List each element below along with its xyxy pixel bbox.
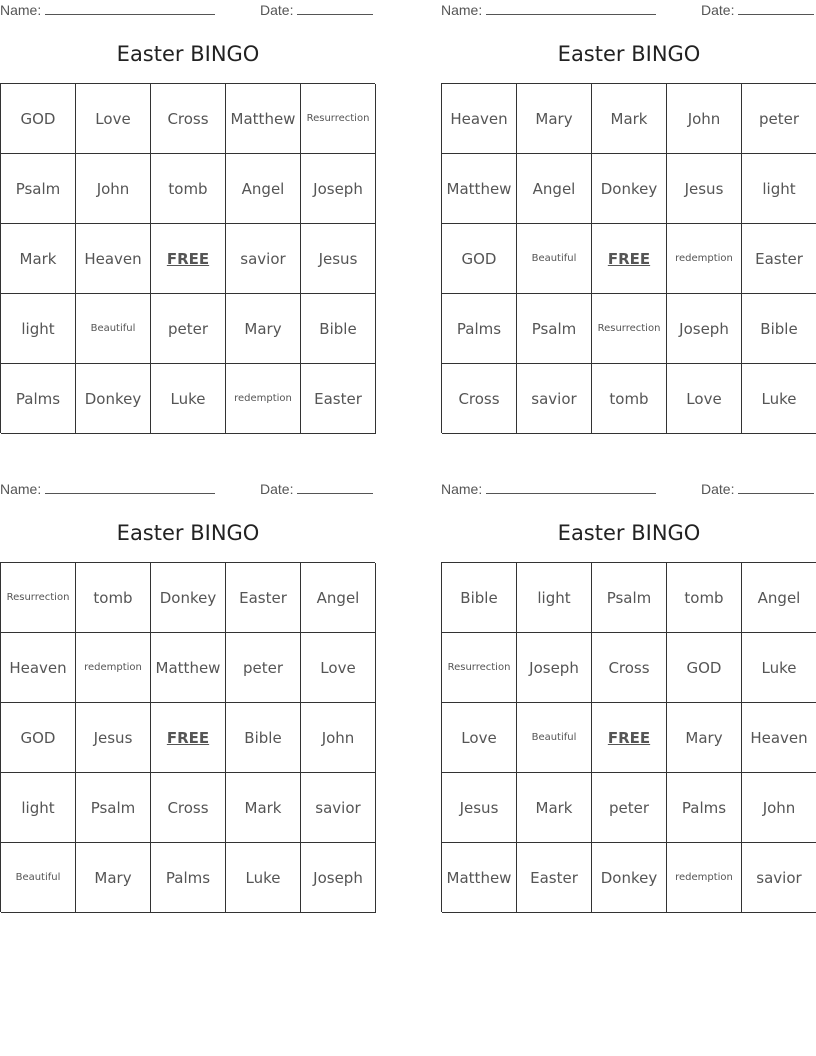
bingo-cell: Jesus [76, 703, 151, 773]
bingo-cell: Cross [592, 633, 667, 703]
bingo-card-1 [0, 0, 376, 440]
bingo-cell: Angel [301, 563, 376, 633]
bingo-cell: tomb [76, 563, 151, 633]
date-field [260, 481, 373, 497]
bingo-cell: Angel [226, 154, 301, 224]
bingo-cell: Mary [76, 843, 151, 913]
card-header [441, 479, 816, 499]
bingo-cell: John [301, 703, 376, 773]
bingo-cell: GOD [442, 224, 517, 294]
bingo-cell: John [742, 773, 816, 843]
name-line [486, 2, 656, 15]
bingo-free-cell: FREE [592, 224, 667, 294]
bingo-free-cell: FREE [151, 703, 226, 773]
bingo-cell: Psalm [592, 563, 667, 633]
name-field [441, 481, 656, 497]
bingo-cell: redemption [226, 364, 301, 434]
bingo-cell: John [76, 154, 151, 224]
bingo-cell: Cross [151, 84, 226, 154]
bingo-cell: Joseph [517, 633, 592, 703]
bingo-free-cell: FREE [592, 703, 667, 773]
bingo-free-cell: FREE [151, 224, 226, 294]
bingo-cell: Jesus [667, 154, 742, 224]
bingo-cell: tomb [151, 154, 226, 224]
bingo-cell: Donkey [151, 563, 226, 633]
date-label: Date: [260, 2, 294, 18]
bingo-cell: Mary [226, 294, 301, 364]
bingo-cell: Matthew [442, 154, 517, 224]
bingo-cell: Angel [517, 154, 592, 224]
name-line [486, 481, 656, 494]
bingo-cell: light [517, 563, 592, 633]
bingo-cell: Psalm [1, 154, 76, 224]
bingo-cell: Beautiful [517, 224, 592, 294]
bingo-cell: Love [76, 84, 151, 154]
bingo-cell: Palms [667, 773, 742, 843]
bingo-cell: Matthew [151, 633, 226, 703]
bingo-cell: Donkey [76, 364, 151, 434]
bingo-cell: Heaven [742, 703, 816, 773]
card-title: Easter BINGO [116, 521, 260, 545]
bingo-cell: Matthew [442, 843, 517, 913]
bingo-cell: Resurrection [1, 563, 76, 633]
bingo-cell: peter [742, 84, 816, 154]
name-field [441, 2, 656, 18]
bingo-cell: Palms [151, 843, 226, 913]
bingo-cell: Heaven [76, 224, 151, 294]
bingo-cell: Donkey [592, 843, 667, 913]
bingo-cell: Psalm [76, 773, 151, 843]
bingo-cell: Palms [442, 294, 517, 364]
bingo-cell: Luke [742, 633, 816, 703]
bingo-cell: Bible [442, 563, 517, 633]
bingo-cell: Luke [226, 843, 301, 913]
bingo-cell: Mary [517, 84, 592, 154]
date-label: Date: [260, 481, 294, 497]
bingo-card-3 [0, 479, 376, 919]
bingo-cell: Luke [151, 364, 226, 434]
bingo-cell: Bible [301, 294, 376, 364]
bingo-cell: Beautiful [76, 294, 151, 364]
name-label: Name: [0, 2, 42, 18]
bingo-cell: light [1, 773, 76, 843]
bingo-grid [0, 562, 375, 912]
bingo-cell: Donkey [592, 154, 667, 224]
card-title: Easter BINGO [116, 42, 260, 66]
bingo-grid [0, 83, 375, 433]
bingo-cell: Bible [226, 703, 301, 773]
bingo-cell: Angel [742, 563, 816, 633]
name-field [0, 481, 215, 497]
bingo-cell: Love [301, 633, 376, 703]
bingo-cell: Joseph [301, 843, 376, 913]
bingo-cell: Cross [442, 364, 517, 434]
date-field [260, 2, 373, 18]
bingo-cell: Beautiful [1, 843, 76, 913]
date-field [701, 481, 814, 497]
card-header [441, 0, 816, 20]
date-line [297, 2, 373, 15]
bingo-cell: savior [742, 843, 816, 913]
bingo-cell: Bible [742, 294, 816, 364]
bingo-cell: GOD [667, 633, 742, 703]
bingo-grid [441, 562, 816, 912]
date-line [738, 2, 814, 15]
bingo-cell: Mary [667, 703, 742, 773]
name-label: Name: [441, 2, 483, 18]
bingo-cell: Easter [301, 364, 376, 434]
name-field [0, 2, 215, 18]
bingo-cell: savior [301, 773, 376, 843]
card-header [0, 479, 376, 499]
card-header [0, 0, 376, 20]
bingo-cell: Resurrection [442, 633, 517, 703]
bingo-cell: Jesus [301, 224, 376, 294]
bingo-grid [441, 83, 816, 433]
bingo-cell: Joseph [301, 154, 376, 224]
bingo-cell: Mark [226, 773, 301, 843]
bingo-cell: light [742, 154, 816, 224]
bingo-cell: GOD [1, 703, 76, 773]
card-title: Easter BINGO [557, 42, 701, 66]
bingo-cell: Psalm [517, 294, 592, 364]
bingo-cell: peter [151, 294, 226, 364]
bingo-cell: Easter [742, 224, 816, 294]
bingo-cell: tomb [667, 563, 742, 633]
bingo-cell: Heaven [442, 84, 517, 154]
bingo-cell: redemption [76, 633, 151, 703]
bingo-cell: Resurrection [301, 84, 376, 154]
bingo-cell: redemption [667, 224, 742, 294]
date-line [297, 481, 373, 494]
bingo-cell: Cross [151, 773, 226, 843]
name-label: Name: [0, 481, 42, 497]
bingo-cell: Love [667, 364, 742, 434]
bingo-cell: Heaven [1, 633, 76, 703]
bingo-cell: Beautiful [517, 703, 592, 773]
bingo-cell: light [1, 294, 76, 364]
bingo-cell: Mark [592, 84, 667, 154]
bingo-cell: Easter [226, 563, 301, 633]
bingo-cell: Love [442, 703, 517, 773]
bingo-cell: redemption [667, 843, 742, 913]
bingo-cell: Mark [1, 224, 76, 294]
date-line [738, 481, 814, 494]
card-title: Easter BINGO [557, 521, 701, 545]
bingo-cell: peter [226, 633, 301, 703]
bingo-cell: tomb [592, 364, 667, 434]
name-line [45, 481, 215, 494]
bingo-cell: savior [517, 364, 592, 434]
bingo-cell: Palms [1, 364, 76, 434]
name-line [45, 2, 215, 15]
bingo-cell: John [667, 84, 742, 154]
bingo-cell: Jesus [442, 773, 517, 843]
bingo-card-4 [441, 479, 816, 919]
bingo-cell: Matthew [226, 84, 301, 154]
bingo-cell: GOD [1, 84, 76, 154]
bingo-cell: savior [226, 224, 301, 294]
name-label: Name: [441, 481, 483, 497]
date-label: Date: [701, 2, 735, 18]
bingo-cell: Joseph [667, 294, 742, 364]
bingo-cell: Easter [517, 843, 592, 913]
bingo-cell: peter [592, 773, 667, 843]
date-label: Date: [701, 481, 735, 497]
bingo-cell: Luke [742, 364, 816, 434]
bingo-cell: Mark [517, 773, 592, 843]
bingo-cell: Resurrection [592, 294, 667, 364]
date-field [701, 2, 814, 18]
bingo-card-2 [441, 0, 816, 440]
